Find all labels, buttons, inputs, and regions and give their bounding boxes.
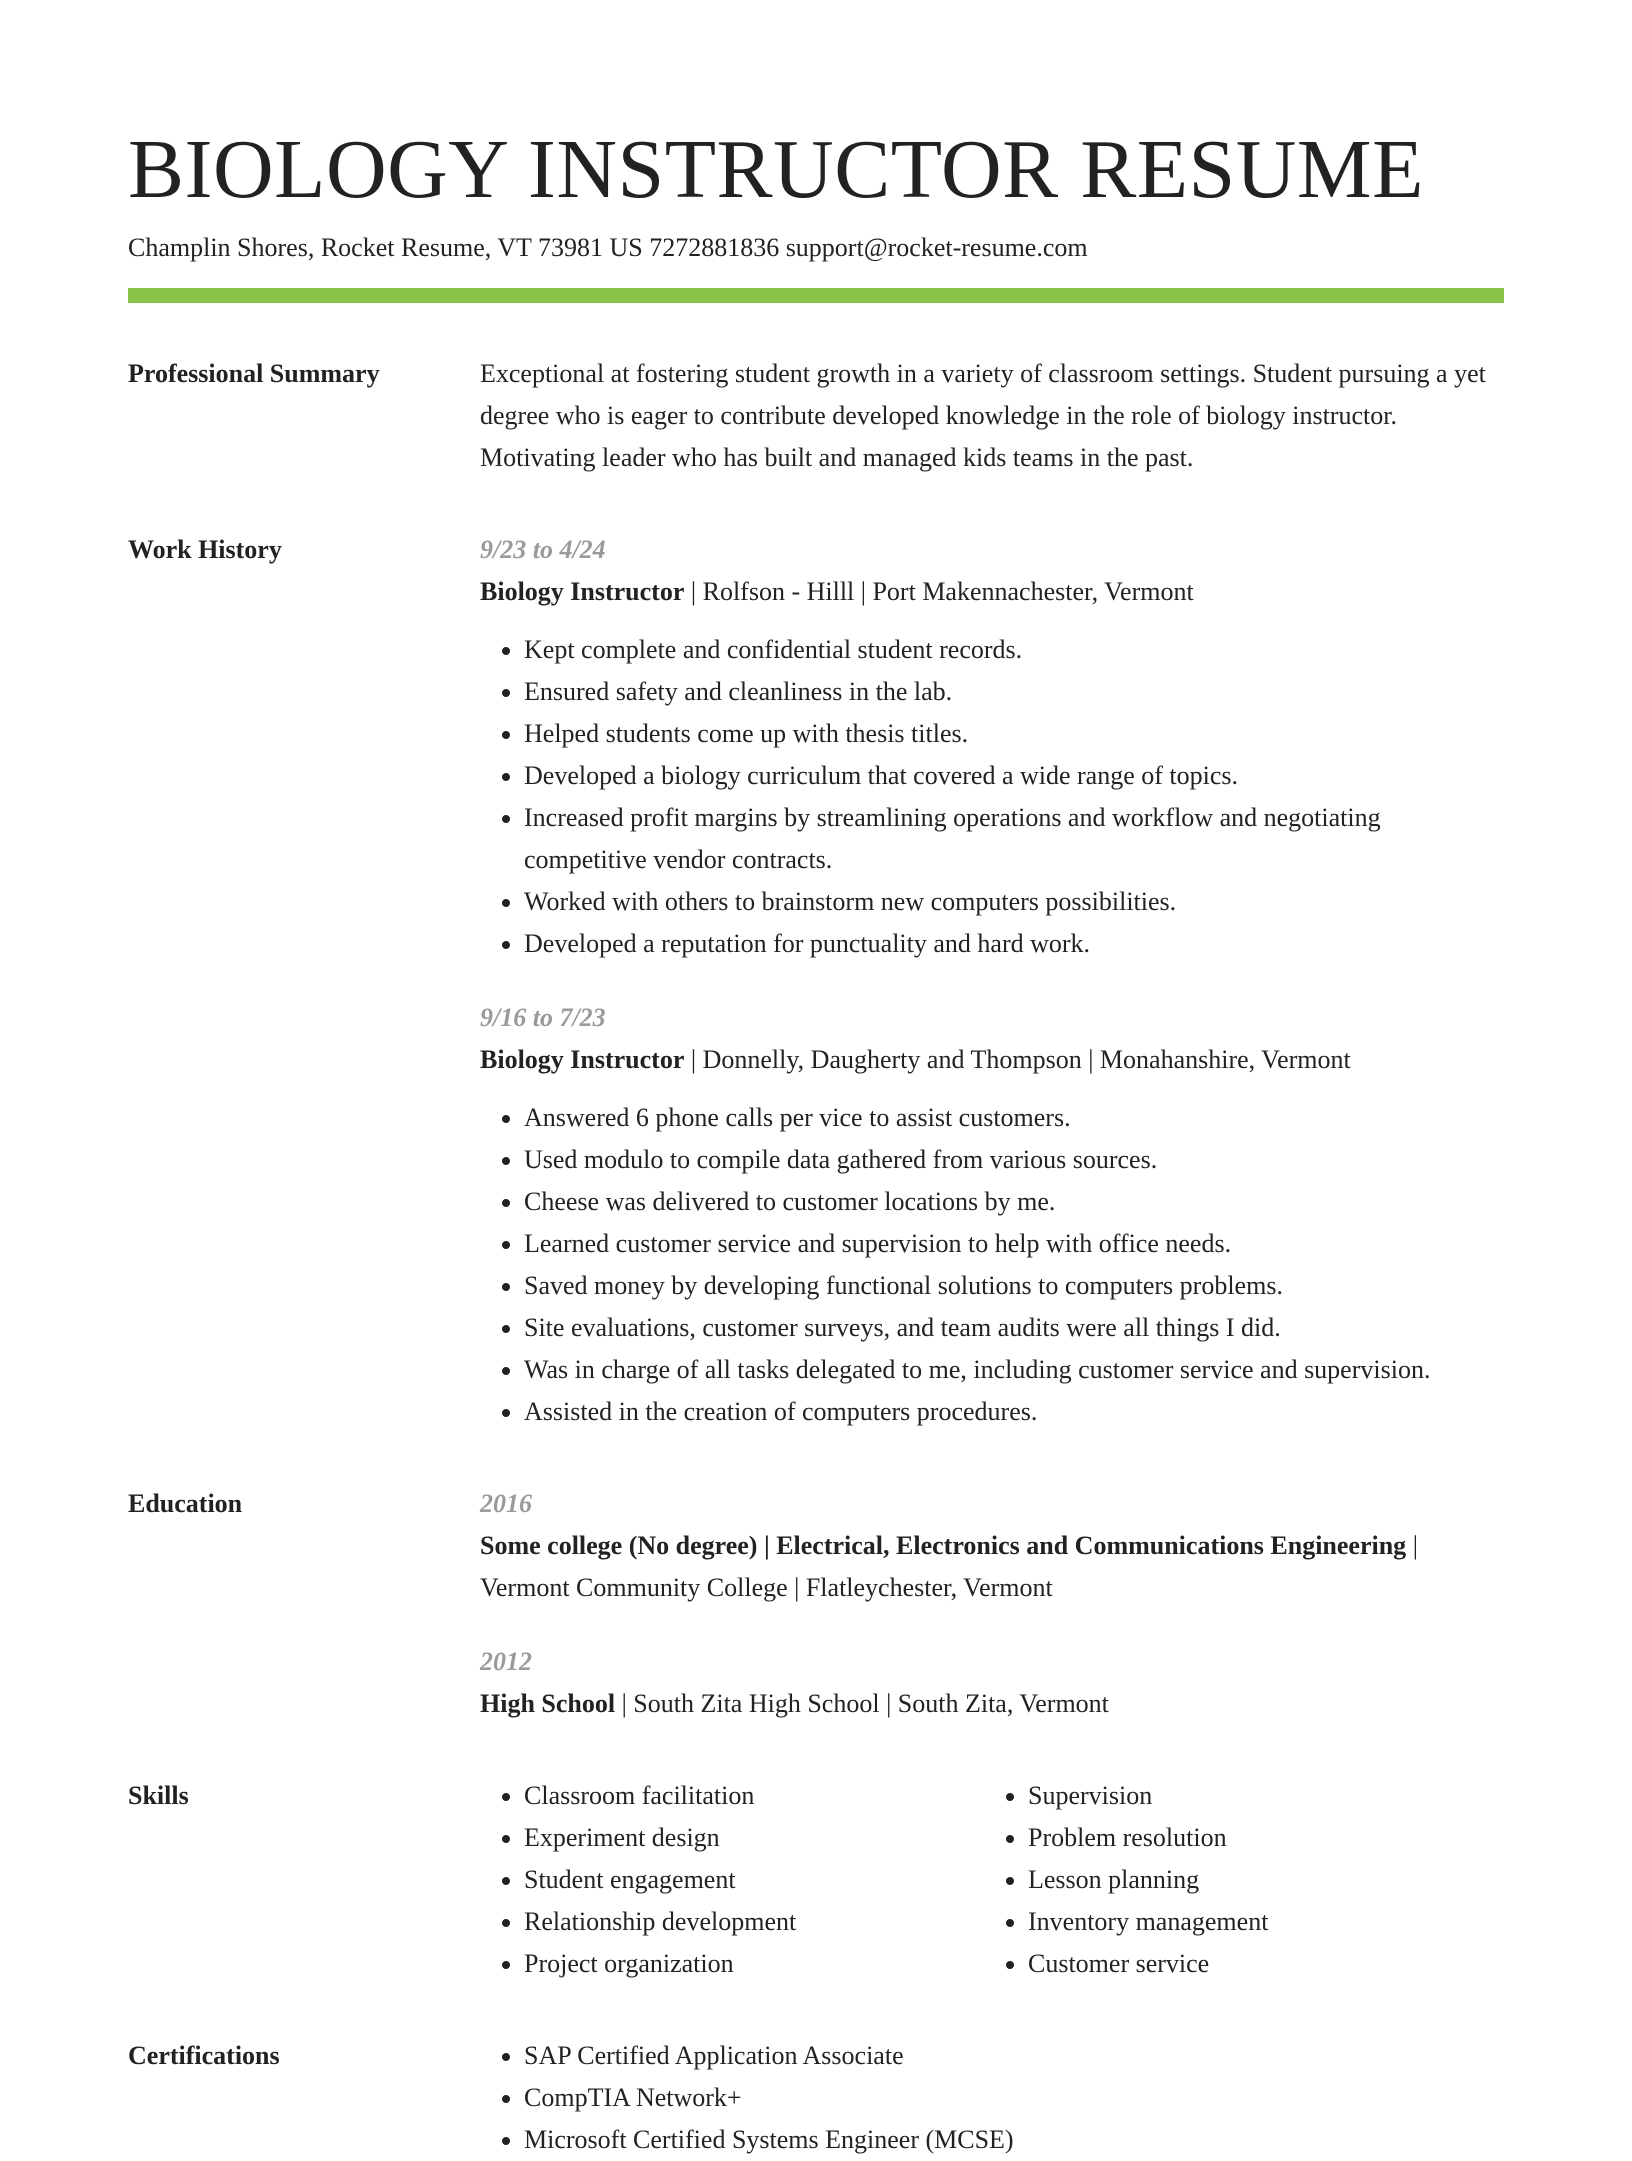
job-line bbox=[480, 1039, 1504, 1081]
list-item: • Ensured safety and cleanliness in the lab. bbox=[524, 671, 1504, 713]
education-details: | South Zita High School | South Zita, Vermont bbox=[615, 1689, 1109, 1718]
resume-page bbox=[128, 120, 1504, 2161]
list-item: • Project organization bbox=[524, 1943, 984, 1985]
job-title: Biology Instructor bbox=[480, 1045, 685, 1074]
education-details: | Vermont Community College | Flatleychester, Vermont bbox=[480, 1531, 1418, 1602]
section-label-certifications: Certifications bbox=[128, 2041, 280, 2070]
job-bullets bbox=[480, 1097, 1504, 1433]
education-entry bbox=[480, 1483, 1504, 1609]
list-item: • Answered 6 phone calls per vice to assist customers. bbox=[524, 1097, 1504, 1139]
job-details: | Donnelly, Daugherty and Thompson | Monahanshire, Vermont bbox=[684, 1045, 1351, 1074]
list-item: • Student engagement bbox=[524, 1859, 984, 1901]
job-date: 9/16 to 7/23 bbox=[480, 1003, 606, 1032]
page-title: BIOLOGY INSTRUCTOR RESUME bbox=[128, 123, 1424, 216]
education-date: 2012 bbox=[480, 1647, 532, 1676]
contact-line: Champlin Shores, Rocket Resume, VT 73981 US 7272881836 support@rocket-resume.com bbox=[128, 233, 1088, 262]
education-line bbox=[480, 1683, 1504, 1725]
section-label-work: Work History bbox=[128, 535, 282, 564]
list-item: • Saved money by developing functional solutions to computers problems. bbox=[524, 1265, 1504, 1307]
skills-list-left bbox=[480, 1775, 984, 1985]
section-label-summary: Professional Summary bbox=[128, 359, 380, 388]
list-item: • Problem resolution bbox=[1028, 1817, 1488, 1859]
list-item: • Experiment design bbox=[524, 1817, 984, 1859]
list-item: • Was in charge of all tasks delegated to me, including customer service and supervision. bbox=[524, 1349, 1504, 1391]
job-line bbox=[480, 571, 1504, 613]
list-item: • Developed a biology curriculum that covered a wide range of topics. bbox=[524, 755, 1504, 797]
list-item: • CompTIA Network+ bbox=[524, 2077, 1504, 2119]
section-work-history bbox=[128, 529, 1504, 1433]
job-date: 9/23 to 4/24 bbox=[480, 535, 606, 564]
accent-divider bbox=[128, 288, 1504, 303]
job-title: Biology Instructor bbox=[480, 577, 685, 606]
section-label-skills: Skills bbox=[128, 1781, 189, 1810]
section-education bbox=[128, 1483, 1504, 1725]
list-item: • Supervision bbox=[1028, 1775, 1488, 1817]
list-item: • Cheese was delivered to customer locations by me. bbox=[524, 1181, 1504, 1223]
job-bullets bbox=[480, 629, 1504, 965]
list-item: • Microsoft Certified Systems Engineer (MCSE) bbox=[524, 2119, 1504, 2161]
list-item: • Developed a reputation for punctuality and hard work. bbox=[524, 923, 1504, 965]
job-details: | Rolfson - Hilll | Port Makennachester, Vermont bbox=[684, 577, 1194, 606]
list-item: • Assisted in the creation of computers procedures. bbox=[524, 1391, 1504, 1433]
list-item: • Worked with others to brainstorm new computers possibilities. bbox=[524, 881, 1504, 923]
skills-list-right bbox=[984, 1775, 1488, 1985]
section-summary bbox=[128, 353, 1504, 479]
list-item: • Classroom facilitation bbox=[524, 1775, 984, 1817]
education-entry bbox=[480, 1641, 1504, 1725]
section-skills bbox=[128, 1775, 1504, 1985]
list-item: • Inventory management bbox=[1028, 1901, 1488, 1943]
list-item: • Kept complete and confidential student records. bbox=[524, 629, 1504, 671]
section-label-education: Education bbox=[128, 1489, 243, 1518]
list-item: • Increased profit margins by streamlining operations and workflow and negotiating competitive vendor contracts. bbox=[524, 797, 1504, 881]
job-entry bbox=[480, 997, 1504, 1433]
education-degree: Some college (No degree) | Electrical, Electronics and Communications Engineering bbox=[480, 1531, 1407, 1560]
list-item: • Used modulo to compile data gathered from various sources. bbox=[524, 1139, 1504, 1181]
education-date: 2016 bbox=[480, 1489, 532, 1518]
list-item: • Lesson planning bbox=[1028, 1859, 1488, 1901]
certifications-list bbox=[480, 2035, 1504, 2161]
education-degree: High School bbox=[480, 1689, 616, 1718]
list-item: • Site evaluations, customer surveys, and team audits were all things I did. bbox=[524, 1307, 1504, 1349]
list-item: • SAP Certified Application Associate bbox=[524, 2035, 1504, 2077]
list-item: • Learned customer service and supervision to help with office needs. bbox=[524, 1223, 1504, 1265]
list-item: • Relationship development bbox=[524, 1901, 984, 1943]
summary-text: Exceptional at fostering student growth in a variety of classroom settings. Student pursuing a yet degree who is eager to contribute developed knowledge in the role of biology instructor. Motivating leader who has built and managed kids teams in the past. bbox=[480, 359, 1486, 472]
list-item: • Helped students come up with thesis titles. bbox=[524, 713, 1504, 755]
education-line bbox=[480, 1525, 1504, 1609]
section-certifications bbox=[128, 2035, 1504, 2161]
job-entry bbox=[480, 529, 1504, 965]
list-item: • Customer service bbox=[1028, 1943, 1488, 1985]
skills-columns bbox=[480, 1775, 1504, 1985]
